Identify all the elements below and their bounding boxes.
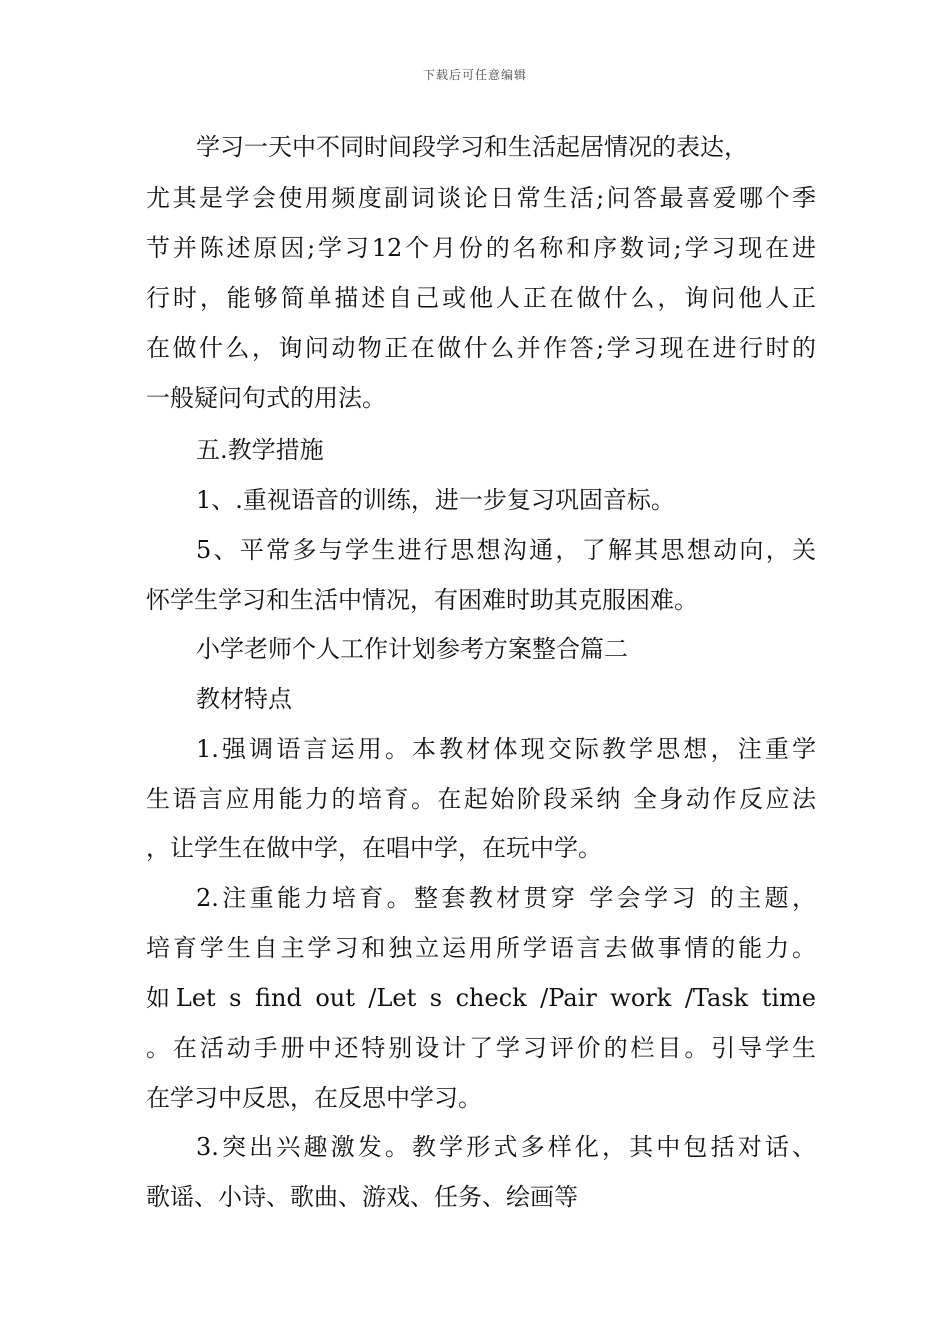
paragraph-line: 2.注重能力培育。整套教材贯穿 学会学习 的主题， (196, 884, 816, 912)
paragraph-line: 一般疑问句式的用法。 (146, 384, 386, 412)
paragraph-line: 尤其是学会使用频度副词谈论日常生活;问答最喜爱哪个季 (146, 184, 816, 212)
paragraph-line: 学习一天中不同时间段学习和生活起居情况的表达， (196, 133, 748, 161)
paragraph-line: 歌谣、小诗、歌曲、游戏、任务、绘画等 (146, 1183, 578, 1211)
paragraph-line: 节并陈述原因;学习12个月份的名称和序数词;学习现在进 (146, 234, 816, 262)
paragraph-line: 在做什么，询问动物正在做什么并作答;学习现在进行时的 (146, 334, 816, 362)
paragraph-line: 。在活动手册中还特别设计了学习评价的栏目。引导学生 (146, 1034, 816, 1062)
paragraph-line: 3.突出兴趣激发。教学形式多样化，其中包括对话、 (196, 1133, 816, 1161)
paragraph-line: 5、平常多与学生进行思想沟通，了解其思想动向，关 (196, 536, 816, 564)
paragraph-line: 1.强调语言运用。本教材体现交际教学思想，注重学 (196, 735, 816, 763)
section-heading: 小学老师个人工作计划参考方案整合篇二 (196, 635, 628, 663)
section-heading: 五.教学措施 (196, 436, 324, 464)
paragraph-line: 培育学生自主学习和独立运用所学语言去做事情的能力。 (146, 934, 816, 962)
paragraph-line: 行时，能够简单描述自己或他人正在做什么，询问他人正 (146, 284, 816, 312)
paragraph-line: 怀学生学习和生活中情况，有困难时助其克服困难。 (146, 586, 698, 614)
section-heading: 教材特点 (196, 685, 292, 713)
paragraph-line: 1、.重视语音的训练，进一步复习巩固音标。 (196, 486, 675, 514)
paragraph-line: ，让学生在做中学，在唱中学，在玩中学。 (146, 834, 602, 862)
paragraph-line: 如Let s find out /Let s check /Pair work /Task time (146, 984, 816, 1012)
page-header: 下载后可任意编辑 (422, 68, 527, 82)
paragraph-line: 生语言应用能力的培育。在起始阶段采纳 全身动作反应法 (146, 785, 816, 813)
paragraph-line: 在学习中反思，在反思中学习。 (146, 1084, 482, 1112)
